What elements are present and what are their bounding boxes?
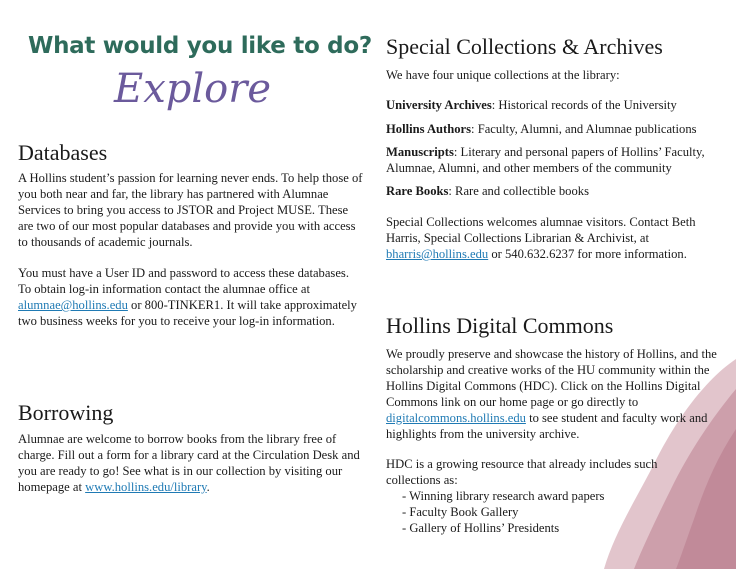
list-item: - Faculty Book Gallery <box>402 505 519 519</box>
databases-paragraph: A Hollins student’s passion for learning never ends. To help those of you both near and far, the library has partnered with Alumnae Services to bring you access to JSTOR and Project MUSE. These are two of our most popular databases and provide you with access to thousands of academic journals. <box>18 171 363 249</box>
borrowing-paragraph: Alumnae are welcome to borrow books from the library free of charge. Fill out a form for a library card at the Circulation Desk and you are ready to go! See what is in our collection by visiting our homepage at www.hollins.edu/library. <box>18 432 360 494</box>
databases-heading: Databases <box>18 140 108 165</box>
library-homepage-link[interactable]: www.hollins.edu/library <box>85 480 207 494</box>
page-headline: What would you like to do? <box>28 33 372 59</box>
hdc-collections-intro: HDC is a growing resource that already includes such collections as: <box>386 457 658 487</box>
hdc-paragraph: We proudly preserve and showcase the history of Hollins, and the scholarship and creative works of the HU community within the Hollins Digital Commons (HDC). Click on the Hollins Digital Commons link on our home page or go directly to digitalcommons.hollins.edu to see student and faculty work and highlights from the university archive. <box>386 347 717 441</box>
special-collections-intro: We have four unique collections at the library: <box>386 68 620 82</box>
borrowing-heading: Borrowing <box>18 400 114 425</box>
collection-item: Rare Books: Rare and collectible books <box>386 184 589 198</box>
special-collections-contact: Special Collections welcomes alumnae visitors. Contact Beth Harris, Special Collections Librarian & Archivist, at bharris@hollins.edu or 540.632.6237 for more information. <box>386 215 696 261</box>
databases-access-paragraph: You must have a User ID and password to access these databases. To obtain log-in information contact the alumnae office at alumnae@hollins.edu or 800-TINKER1. It will take approximately two business weeks for you to receive your log-in information. <box>18 266 357 328</box>
alumnae-email-link[interactable]: alumnae@hollins.edu <box>18 298 128 312</box>
digital-commons-link[interactable]: digitalcommons.hollins.edu <box>386 411 526 425</box>
explore-title: Explore <box>114 66 272 112</box>
collection-item: Manuscripts: Literary and personal papers of Hollins’ Faculty, Alumnae, Alumni, and other members of the community <box>386 145 705 175</box>
hdc-collections-list <box>386 488 706 536</box>
collection-item: University Archives: Historical records of the University <box>386 98 677 112</box>
list-item: - Gallery of Hollins’ Presidents <box>402 521 560 535</box>
bharris-email-link[interactable]: bharris@hollins.edu <box>386 247 489 261</box>
collection-item: Hollins Authors: Faculty, Alumni, and Alumnae publications <box>386 122 697 136</box>
special-collections-heading: Special Collections & Archives <box>386 34 663 59</box>
list-item: - Winning library research award papers <box>402 489 605 503</box>
hdc-heading: Hollins Digital Commons <box>386 313 614 338</box>
